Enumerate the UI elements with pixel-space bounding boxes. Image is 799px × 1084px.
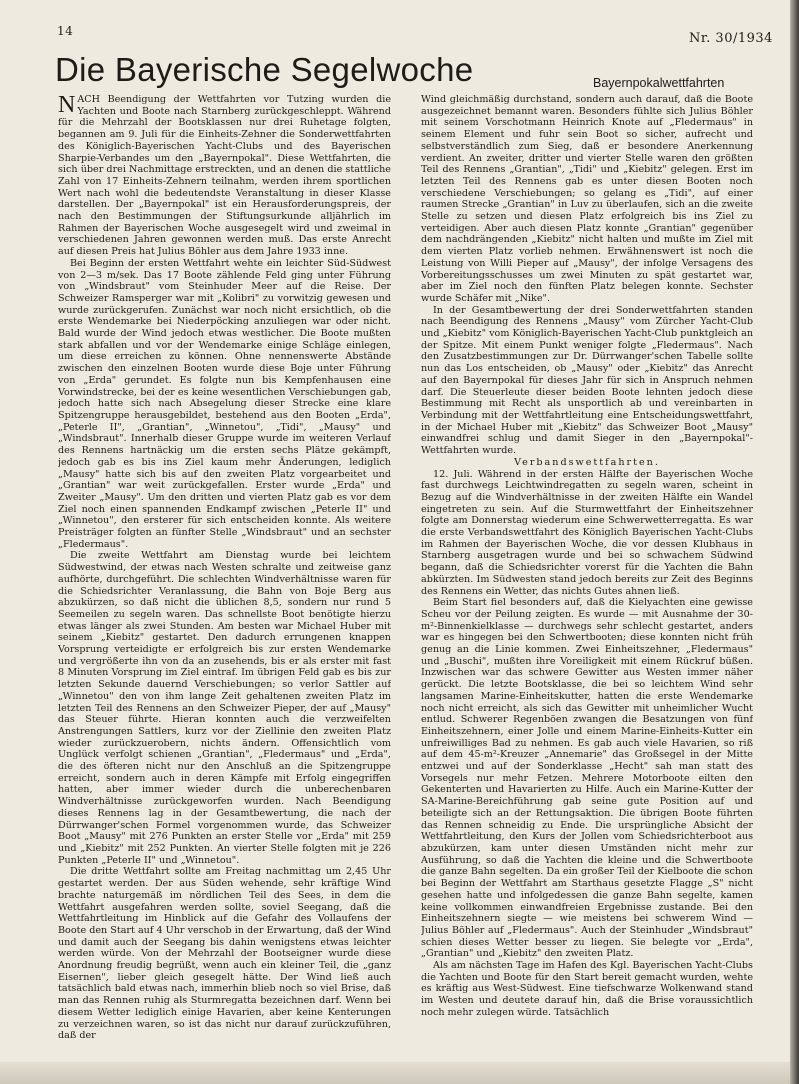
section-title: Bayernpokalwettfahrten [593, 76, 725, 90]
paragraph: Bei Beginn der ersten Wettfahrt wehte ein leichter Süd-Südwest von 2—3 m/sek. Das 17 Boote zählende Feld ging unter Führung von „Windsbraut" vom Steinhuder Meer auf die Reise. Der Schweizer Ramsperger war mit „Kolibri" zu vorwitzig gewesen und wurde zurückgerufen. Zunächst war noch nicht ersichtlich, ob die erste Wendemarke bei Niederpöcking anzuliegen war oder nicht. Bald wurde der Wind jedoch etwas westlicher. Die Boote mußten stark abfallen und vor der Wendemarke einige Schläge einlegen, um diese erreichen zu können. Ohne nennenswerte Abstände zwischen den einzelnen Booten wurde diese Boje unter Führung von „Erda" gerundet. Es folgte nun bis Kempfenhausen eine Vorwindstrecke, bei der es keine wesentlichen Verschiebungen gab, jedoch hatte sich nach Absegelung dieser Strecke eine klare Spitzengruppe herausgebildet, bestehend aus den Booten „Erda", „Peterle II", „Grantian", „Winnetou", „Tidi", „Mausy" und „Windsbraut". Innerhalb dieser Gruppe wurde im weiteren Verlauf des Rennens hartnäckig um die ersten sechs Plätze gekämpft, jedoch gab es bis ins Ziel kaum mehr Änderungen, lediglich „Mausy" hatte sich bis auf den zweiten Platz vorgearbeitet und „Grantian" war weit zurückgefallen. Erster wurde „Erda" und Zweiter „Mausy". Um den dritten und vierten Platz gab es vor dem Ziel noch einen spannenden Endkampf zwischen „Peterle II" und „Winnetou", den ersterer für sich entscheiden konnte. Als weitere Preisträger folgten an fünfter Stelle „Windsbraut" und an sechster „Fledermaus". [58, 257, 391, 550]
subsection-heading: Verbandswettfahrten. [514, 456, 660, 468]
paragraph: 12. Juli. Während in der ersten Hälfte der Bayerischen Woche fast durchwegs Leichtwindregatten zu segeln waren, scheint in Bezug auf die Windverhältnisse in der zweiten Hälfte ein Wandel eingetreten zu sein. Auf die Sturmwettfahrt der Einheitszehner folgte am Donnerstag wiederum eine Schwerwetterregatta. Es war die erste Verbandswettfahrt des Königlich Bayerischen Yacht-Clubs im Rahmen der Bayerischen Woche, die vor dessen Klubhaus in Starnberg ausgetragen wurde und bei so schwachem Südwind begann, daß die Schiedsrichter vorerst für die Yachten die Bahn abkürzten. Im Südwesten stand jedoch bereits zur Zeit des Beginns des Rennens ein Wetter, das nichts Gutes ahnen ließ. [421, 468, 753, 597]
drop-cap: N [58, 94, 76, 118]
page-number: 14 [57, 24, 74, 38]
page-edge [790, 0, 799, 1084]
issue-number: Nr. 30/1934 [689, 31, 773, 46]
paragraph [58, 94, 391, 258]
paragraph: Die dritte Wettfahrt sollte am Freitag nachmittag um 2,45 Uhr gestartet werden. Der aus Süden wehende, sehr kräftige Wind brachte naturgemäß im nördlichen Teil des Sees, in dem die Wettfahrt ausgefahren werden sollte, soviel Seegang, daß die Wettfahrtleitung im Hinblick auf die Gefahr des Vollaufens der Boote den Start auf 4 Uhr verschob in der Erwartung, daß der Wind und damit auch der Seegang bis dahin wenigstens etwas leichter werden würde. Von der Mehrzahl der Bootseigner wurde diese Anordnung freudig begrüßt, wenn auch ein kleiner Teil, die „ganz Eisernen", lieber gleich gesegelt hätte. Der Wind ließ auch tatsächlich bald etwas nach, immerhin blieb noch so viel Brise, daß man das Rennen ruhig als Sturmregatta bezeichnen darf. Wenn bei diesem Wetter lediglich einige Havarien, aber keine Kenterungen zu verzeichnen waren, so ist das nicht nur darauf zurückzuführen, daß der [58, 866, 391, 1042]
paragraph: Wind gleichmäßig durchstand, sondern auch darauf, daß die Boote ausgezeichnet bemannt waren. Besonders fühlte sich Julius Böhler mit seinem Vorschotmann Heinrich Knote auf „Fledermaus" in seinem Element und fuhr sein Boot so sicher, aufrecht und selbstverständlich zum Sieg, daß er besondere Anerkennung verdient. An zweiter, dritter und vierter Stelle waren den größten Teil des Rennens „Grantian", „Tidi" und „Kiebitz" gelegen. Erst im letzten Teil des Rennens gab es unter diesen Booten noch verschiedene Verschiebungen; so gelang es „Tidi", auf einer raumen Strecke „Grantian" in Luv zu überlaufen, sich an die zweite Stelle zu setzen und diesen Platz erfolgreich bis ins Ziel zu verteidigen. Aber auch diesen Platz konnte „Grantian" gegenüber dem nachdrängenden „Kiebitz" nicht halten und mußte im Ziel mit dem vierten Platz vorlieb nehmen. Erwähnenswert ist noch die Leistung von Willi Pieper auf „Mausy", der infolge Versagens des Vorbereitungsschusses um zwei Minuten zu spät gestartet war, aber im Ziel noch den fünften Platz belegen konnte. Sechster wurde Schäfer mit „Nike". [421, 94, 753, 304]
paragraph: Beim Start fiel besonders auf, daß die Kielyachten eine gewisse Scheu vor der Peilung zeigten. Es wurde — mit Ausnahme der 30-m²-Binnenkielklasse — durchwegs sehr schlecht gestartet, anders war es hingegen bei den Schwertbooten; diese konnten nicht früh genug an die Linie kommen. Zwei Einheitszehner, „Fledermaus" und „Buschi", mußten ihre Voreiligkeit mit einem Rückruf büßen. Inzwischen war das schwere Gewitter aus Westen immer näher gerückt. Die letzte Bootsklasse, die bei so leichtem Wind sehr langsamen Marine-Einheitskutter, hatten die erste Wendemarke noch nicht erreicht, als sich das Gewitter mit unheimlicher Wucht entlud. Schwerer Regenböen zwangen die Besatzungen von fünf Einheitszehnern, einer Jolle und einem Marine-Einheits-Kutter ein unfreiwilliges Bad zu nehmen. Es gab auch viele Havarien, so riß auf dem 45-m²-Kreuzer „Annemarie" das Großsegel in der Mitte entzwei und auf der Sonderklasse „Hecht" sah man statt des Vorsegels nur mehr Fetzen. Mehrere Motorboote eilten den Gekenterten und Havarierten zu Hilfe. Auch ein Marine-Kutter der SA-Marine-Bereichführung gab seine gute Position auf und beteiligte sich an der Rettungsaktion. Die übrigen Boote führten das Rennen schneidig zu Ende. Die ursprüngliche Absicht der Wettfahrtleitung, den Kurs der Jollen vom Schiedsrichterboot aus abzukürzen, kam unter diesen Umständen nicht mehr zur Ausführung, so daß die Yachten die kleine und die Schwertboote die ganze Bahn segelten. Da ein großer Teil der Kielboote die schon bei Beginn der Wettfahrt am Starthaus gesetzte Flagge „S" nicht gesehen hatte und infolgedessen die ganze Bahn segelte, kamen keine vollkommen einwandfreien Ergebnisse zustande. Bei den Einheitszehnern siegte — wie meistens bei schwerem Wind — Julius Böhler auf „Fledermaus". Auch der Steinhuder „Windsbraut" schien dieses Wetter besser zu liegen. Sie belegte vor „Erda", „Grantian" und „Kiebitz" den zweiten Platz. [421, 597, 753, 960]
paragraph: Die zweite Wettfahrt am Dienstag wurde bei leichtem Südwestwind, der etwas nach Westen schralte und zeitweise ganz aufhörte, durchgeführt. Die schlechten Windverhältnisse waren für die Schiedsrichter Veranlassung, die Bahn von Boje Berg aus abzukürzen, so daß nicht die üblichen 8,5, sondern nur rund 5 Seemeilen zu segeln waren. Das schnellste Boot benötigte hierzu etwas länger als zwei Stunden. Am besten war Michael Huber mit seinem „Kiebitz" gestartet. Den dadurch errungenen knappen Vorsprung verteidigte er erfolgreich bis zur ersten Wendemarke und vergrößerte ihn von da an zusehends, bis er als erster mit fast 8 Minuten Vorsprung im Ziel eintraf. Im übrigen Feld gab es bis zur letzten Sekunde dauernd Verschiebungen; so verlor Sattler auf „Winnetou" den von ihm lange Zeit gehaltenen zweiten Platz im letzten Teil des Rennens an den Schweizer Pieper, der auf „Mausy" das Steuer führte. Hieran konnten auch die verzweifelten Anstrengungen Sattlers, kurz vor der Ziellinie den zweiten Platz wieder zurückzuerobern, nichts ändern. Offensichtlich vom Unglück verfolgt schienen „Grantian", „Fledermaus" und „Erda", die des öfteren nicht nur den Anschluß an die Spitzengruppe erreicht, sondern auch in deren Kämpfe mit Erfolg eingegriffen hatten, aber immer wieder durch die unberechenbaren Windverhältnisse zurückgeworfen wurden. Nach Beendigung dieses Rennens lag in der Gesamtbewertung, die nach der Dürrwanger'schen Formel vorgenommen wurde, das Schweizer Boot „Mausy" mit 276 Punkten an erster Stelle vor „Erda" mit 259 und „Kiebitz" mit 252 Punkten. An vierter Stelle folgten mit je 226 Punkten „Peterle II" und „Winnetou". [58, 550, 391, 866]
article-title: Die Bayerische Segelwoche [55, 51, 474, 88]
paragraph: In der Gesamtbewertung der drei Sonderwettfahrten standen nach Beendigung des Rennens „Mausy" vom Zürcher Yacht-Club und „Kiebitz" vom Königlich-Bayerischen Yacht-Club punktgleich an der Spitze. Mit einem Punkt weniger folgte „Fledermaus". Nach den Zusatzbestimmungen zur Dr. Dürrwanger'schen Tabelle sollte nun das Los entscheiden, ob „Mausy" oder „Kiebitz" das Anrecht auf den Bayernpokal für dieses Jahr für sich in Anspruch nehmen darf. Die Steuerleute dieser beiden Boote lehnten jedoch diese Bestimmung mit Recht als unsportlich ab und vereinbarten in Verbindung mit der Wettfahrtleitung eine Entscheidungswettfahrt, in der Michael Huber mit „Kiebitz" das Schweizer Boot „Mausy" einwandfrei schlug und damit Sieger in den „Bayernpokal"-Wettfahrten wurde. [421, 304, 753, 457]
paragraph: Als am nächsten Tage im Hafen des Kgl. Bayerischen Yacht-Clubs die Yachten und Boote für den Start bereit gemacht wurden, wehte es kräftig aus West-Südwest. Eine tiefschwarze Wolkenwand stand im Westen und deutete darauf hin, daß die Brise voraussichtlich noch mehr zulegen würde. Tatsächlich [421, 960, 753, 1018]
text-column-right [421, 94, 753, 1049]
text-column-left [58, 94, 391, 1049]
page-bottom-shadow [0, 1062, 790, 1084]
paragraph-text: ACH Beendigung der Wettfahrten vor Tutzing wurden die Yachten und Boote nach Starnberg zurückgeschleppt. Während für die Mehrzahl der Bootsklassen nur drei Ruhetage folgten, begannen am 9. Juli für die Einheits-Zehner die Sonderwettfahrten des Königlich-Bayerischen Yacht-Clubs und des Bayerischen Sharpie-Verbandes um den „Bayernpokal". Diese Wettfahrten, die sich über drei Nachmittage erstreckten, und an denen die stattliche Zahl von 17 Einheits-Zehnern teilnahm, werden ihrem sportlichen Wert nach wohl die bedeutendste Veranstaltung in dieser Klasse darstellen. Der „Bayernpokal" ist ein Herausforderungspreis, der nach den Bestimmungen der Stiftungsurkunde alljährlich im Rahmen der Bayerischen Woche ausgesegelt wird und zweimal in verschiedenen Jahren gewonnen werden muß. Das erste Anrecht auf diesen Preis hat Julius Böhler aus dem Jahre 1933 inne. [58, 94, 391, 258]
